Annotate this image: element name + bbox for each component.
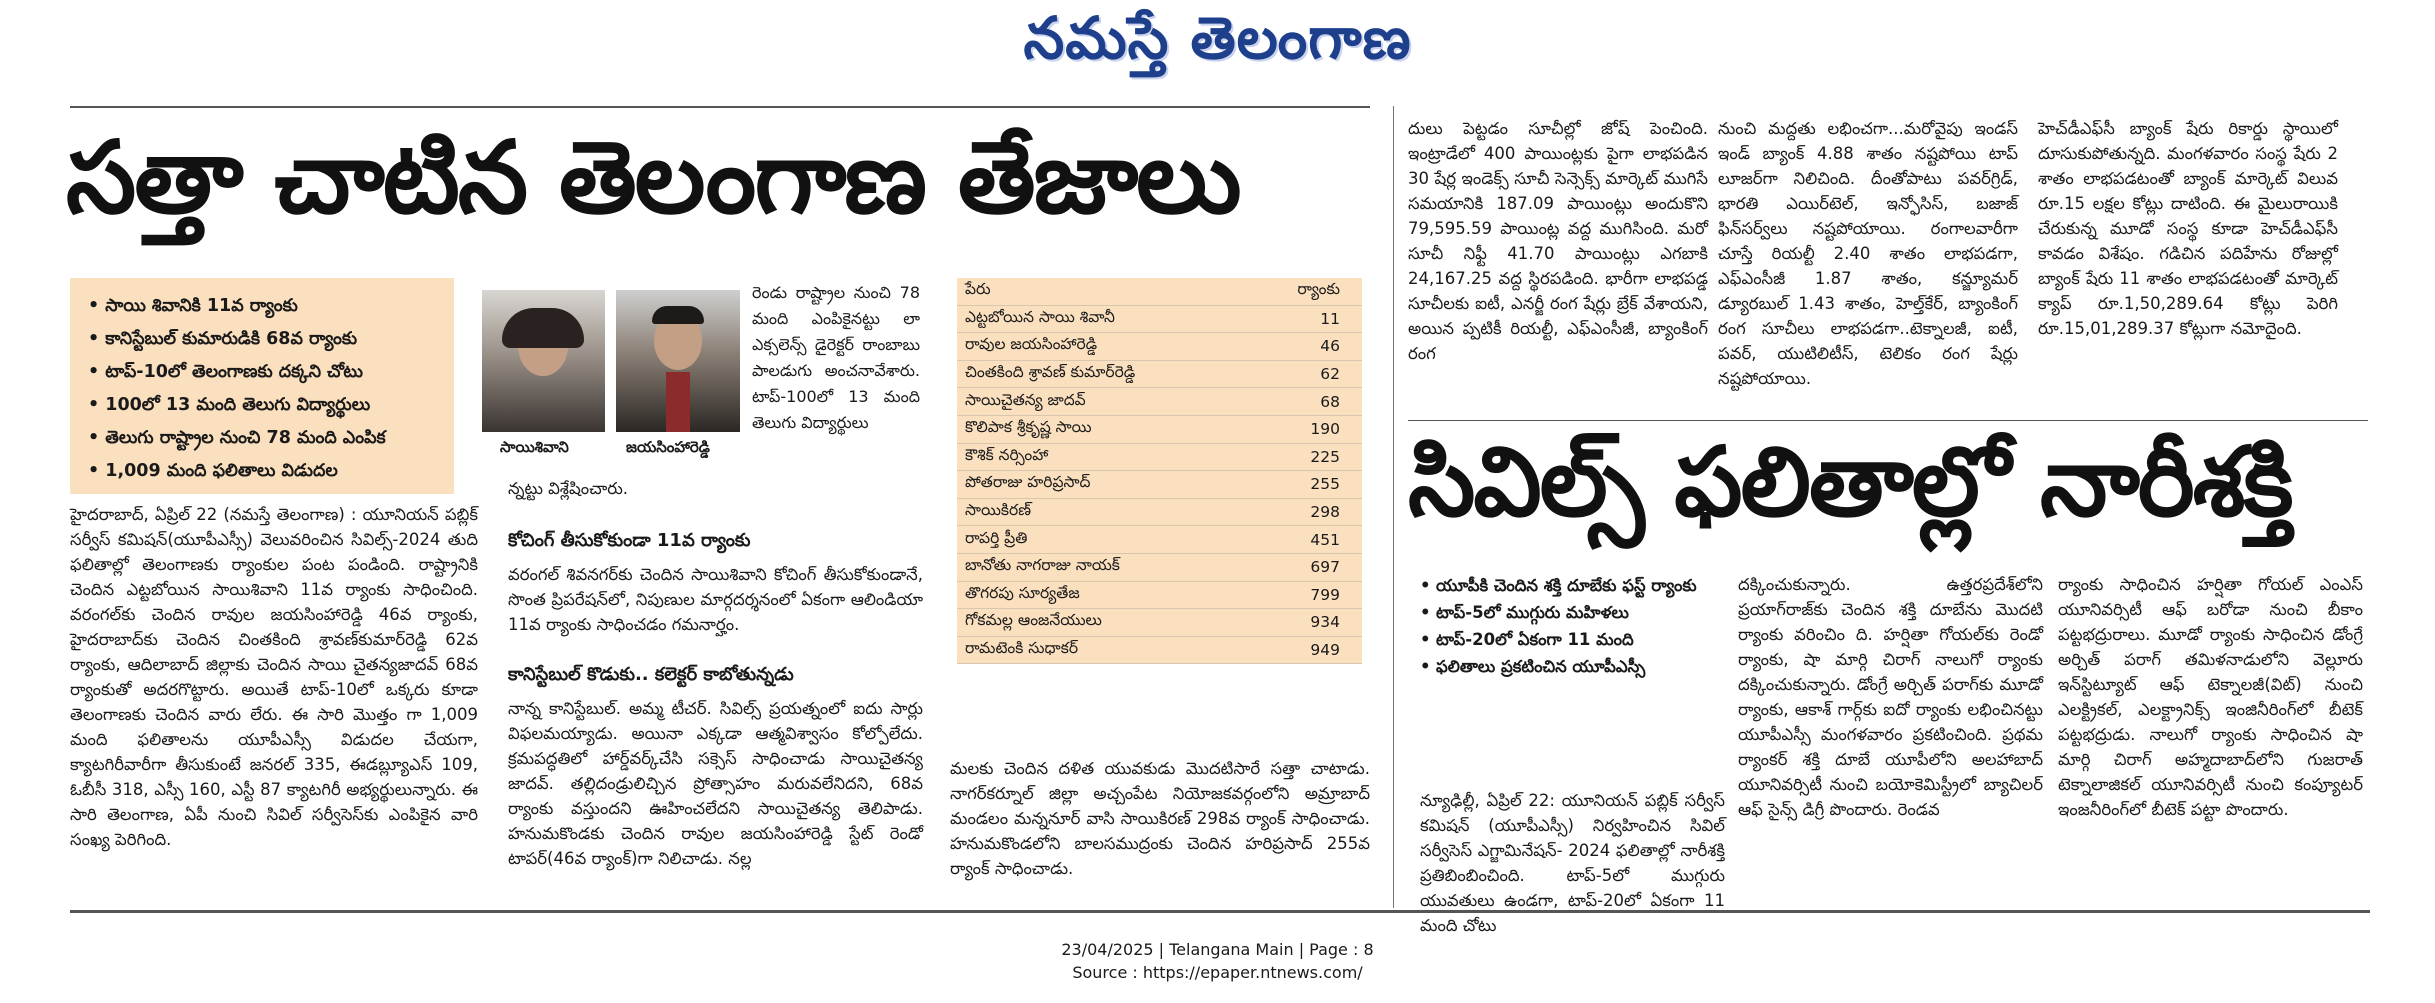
civils-highlight-text: యూపీకి చెందిన శక్తి దూబేకు ఫస్ట్ ర్యాంకు — [1436, 576, 1697, 595]
rank-table-rank: 934 — [1248, 609, 1362, 637]
table-row — [957, 553, 1362, 581]
rank-table-rank: 298 — [1248, 498, 1362, 526]
rank-table-header — [957, 278, 1362, 305]
rank-table-name: చింతకింది శ్రావణ్ కుమార్‌రెడ్డి — [957, 360, 1248, 388]
civils-col1-text: న్యూఢిల్లీ, ఏప్రిల్ 22: యూనియన్ పబ్లిక్ సర్వీస్ కమిషన్ (యూపీఎస్సీ) నిర్వహించిన సివిల్ సర్వీసెస్ ఎగ్జామినేషన్- 2024 ఫలితాల్లో నారీశక్తి ప్రతిబింబించింది. టాప్-5లో ముగ్గురు యువతులు ఉండగా, టాప్-20లో ఏకంగా 11 మంది చోటు — [1420, 791, 1725, 935]
rank-table-rank: 799 — [1248, 581, 1362, 609]
bullet-icon: • — [1420, 657, 1431, 676]
bullet-icon: • — [1420, 630, 1431, 649]
rank-table-name: రావుల జయసింహారెడ్డి — [957, 333, 1248, 361]
table-row — [957, 333, 1362, 361]
main-headline: సత్తా చాటిన తెలంగాణ తేజాలు — [66, 119, 1240, 236]
market-col2: నుంచి మద్దతు లభించగా...మరోవైపు ఇండస్ ఇండ్ బ్యాంక్ 4.88 శాతం నష్టపోయి టాప్ లూజర్‌గా నిలిచింది. దీంతోపాటు పవర్‌గ్రిడ్, భారతి ఎయిర్‌టెల్, ఇన్ఫోసిస్, బజాజ్ ఫిన్‌సర్వ్‌లు నష్టపోయాయి. రంగాలవారీగా చూస్తే రియల్టీ 2.40 శాతం లాభపడగా, ఎఫ్ఎంసీజీ 1.87 శాతం, కన్జ్యూమర్ డ్యూరబుల్ 1.43 శాతం, హెల్త్‌కేర్, బ్యాంకింగ్ రంగ సూచీలు లాభపడగా..టెక్నాలజీ, ఐటీ, పవర్, యుటిలిటీస్, టెలికం రంగ షేర్లు నష్టపోయాయి. — [1718, 119, 2018, 388]
rank-table-name: ఎట్టబోయిన సాయి శివానీ — [957, 305, 1248, 333]
rank-table-name: గోకమల్ల ఆంజనేయులు — [957, 609, 1248, 637]
footer — [0, 938, 2435, 984]
civils-highlight-text: ఫలితాలు ప్రకటించిన యూపీఎస్సీ — [1436, 657, 1646, 676]
table-row — [957, 388, 1362, 416]
civils-highlight-item — [1420, 599, 1740, 626]
highlight-item: • సాయి శివానికి 11వ ర్యాంకు — [88, 290, 454, 323]
highlight-item: • 100లో 13 మంది తెలుగు విద్యార్థులు — [88, 389, 454, 422]
civils-highlight-item — [1420, 572, 1740, 599]
civils-col3-text: ర్యాంకు సాధించిన హర్షితా గోయల్ ఎంఎస్ యూనివర్సిటీ ఆఫ్ బరోడా నుంచి బీకాం పట్టభద్రురాలు. మూడో ర్యాంకు సాధించిన డోంగ్రే అర్చిత్ పరాగ్ తమిళనాడులోని వెల్లూరు ఇన్‌స్టిట్యూట్ ఆఫ్ టెక్నాలజీ(విట్) నుంచి ఎలక్ట్రికల్, ఎలక్ట్రానిక్స్ ఇంజినీరింగ్‌లో బీటెక్ పట్టభద్రుడు. నాలుగో ర్యాంకు సాధించిన షా మార్గి చిరాగ్ అహ్మదాబాద్‌లోని గుజరాత్ టెక్నాలాజికల్ యూనివర్సిటీ నుంచి కంప్యూటర్ ఇంజనీరింగ్‌లో బీటెక్ పట్టా పొందారు. — [2058, 575, 2363, 819]
rank-table-name: రాపర్తి ప్రీతి — [957, 526, 1248, 554]
top-rule-left — [70, 106, 1370, 108]
rank-table-rank: 11 — [1248, 305, 1362, 333]
footer-date-line: 23/04/2025 | Telangana Main | Page : 8 — [1061, 940, 1374, 959]
table-row — [957, 415, 1362, 443]
photo-jayasimhareddy — [616, 290, 740, 432]
subheading-constable-body: నాన్న కానిస్టేబుల్. అమ్మ టీచర్. సివిల్స్ ప్రయత్నంలో ఐదు సార్లు విఫలమయ్యాడు. అయినా ఎక్కడా ఆత్మవిశ్వాసం కోల్పోలేదు. క్రమపద్ధతిలో హార్డ్‌వర్క్‌చేసి సక్సెస్ సాధించాడు సాయిచైతన్య జాదవ్. తల్లిదండ్రులిచ్చిన ప్రోత్సాహం మరువలేనిదని, 68వ ర్యాంకు వస్తుందని ఊహించలేదని సాయిచైతన్య తెలిపాడు. హనుమకొండకు చెందిన రావుల జయసింహారెడ్డి స్టేట్ రెండో టాపర్(46వ ర్యాంక్)గా నిలిచాడు. నల్ల — [508, 699, 923, 868]
highlight-item: • 1,009 మంది ఫలితాలు విడుదల — [88, 455, 454, 488]
table-row — [957, 636, 1362, 664]
col2-top-text: రెండు రాష్ట్రాల నుంచి 78 మంది ఎంపికైనట్టు లా ఎక్సలెన్స్ డైరెక్టర్ రాంబాబు పాలడుగు అంచనావేశారు. టాప్-100లో 13 మంది తెలుగు విద్యార్థులు — [752, 283, 920, 432]
rank-table-header-rank: ర్యాంకు — [1248, 278, 1362, 305]
column-divider-main — [1393, 106, 1394, 908]
rank-table-name: కౌశిక్ నర్సింహా — [957, 443, 1248, 471]
rank-table-name: కొలిపాక శ్రీకృష్ణ సాయి — [957, 415, 1248, 443]
rank-table-rank: 255 — [1248, 471, 1362, 499]
col3-bottom-text: మలకు చెందిన దళిత యువకుడు మొదటిసారే సత్తా చాటాడు. నాగర్‌కర్నూల్ జిల్లా అచ్చంపేట నియోజకవర్గంలోని అమ్రాబాద్ మండలం మన్ననూర్ వాసి సాయికిరణ్ 298వ ర్యాంక్ సాధించాడు. హనుమకొండలోని బాలసముద్రంకు చెందిన హరిప్రసాద్ 255వ ర్యాంక్ సాధించాడు. — [950, 759, 1370, 878]
subheading-coaching: కోచింగ్ తీసుకోకుండా 11వ ర్యాంకు — [508, 530, 751, 551]
market-col3: హెచ్‌డీఎఫ్‌సీ బ్యాంక్ షేరు రికార్డు స్థాయిలో దూసుకుపోతున్నది. మంగళవారం సంస్థ షేరు 2 శాతం లాభపడటంతో బ్యాంక్ మార్కెట్ విలువ రూ.15 లక్షల కోట్లు దాటింది. ఈ మైలురాయికి చేరుకున్న మూడో సంస్థ కూడా హెచ్‌డీఎఫ్‌సీ కావడం విశేషం. గడిచిన పదిహేను రోజుల్లో బ్యాంక్ షేరు 11 శాతం లాభపడటంతో మార్కెట్ క్యాప్ రూ.1,50,289.64 కోట్లు పెరిగి రూ.15,01,289.37 కోట్లుగా నమోదైంది. — [2038, 119, 2338, 338]
rank-table — [957, 278, 1362, 664]
civils-highlights-list — [1420, 572, 1740, 680]
rank-table-rank: 62 — [1248, 360, 1362, 388]
market-col1: దులు పెట్టడం సూచీల్లో జోష్ పెంచింది. ఇంట్రాడేలో 400 పాయింట్లకు పైగా లాభపడిన 30 షేర్ల ఇండెక్స్ సూచీ సెన్సెక్స్ మార్కెట్ ముగిసే సమయానికి 187.09 పాయింట్లు అందుకొని 79,595.59 పాయింట్ల వద్ద ముగిసింది. మరో సూచీ నిఫ్టీ 41.70 పాయింట్లు ఎగబాకి 24,167.25 వద్ద స్థిరపడింది. భారీగా లాభపడ్డ సూచీలకు ఐటీ, ఎనర్జీ రంగ షేర్లు బ్రేక్ వేశాయని, అయిన ప్పటికీ రియల్టీ, ఎఫ్ఎంసీజీ, బ్యాంకింగ్ రంగ — [1408, 119, 1708, 363]
civils-headline: సివిల్స్ ఫలితాల్లో నారీశక్తి — [1408, 426, 2292, 538]
rank-table-rank: 697 — [1248, 553, 1362, 581]
table-row — [957, 443, 1362, 471]
rank-table-name: సాయిచైతన్య జాదవ్ — [957, 388, 1248, 416]
civils-col2-text: దక్కించుకున్నారు. ఉత్తరప్రదేశ్‌లోని ప్రయాగ్‌రాజ్‌కు చెందిన శక్తి దూబేను మొదటి ర్యాంకు వరించిం ది. హర్షితా గోయల్‌కు రెండో ర్యాంకు, షా మార్గి చిరాగ్ నాలుగో ర్యాంకు దక్కించుకున్నారు. డోంగ్రే అర్చిత్ పరాగ్‌కు మూడో ర్యాంకు, ఆకాశ్ గార్గ్‌కు ఐదో ర్యాంకు లభించినట్టు యూపీఎస్సీ మంగళవారం ప్రకటించింది. ప్రథమ ర్యాంకర్ శక్తి దూబే యూపీలోని అలహాబాద్ యూనివర్సిటీ నుంచి బయోకెమిస్ట్రీలో బ్యాచిలర్ ఆఫ్ సైన్స్ డిగ్రీ పొందారు. రెండవ — [1738, 575, 2043, 819]
highlights-list — [70, 290, 454, 488]
rank-table-rank: 68 — [1248, 388, 1362, 416]
subheading-coaching-body: వరంగల్ శివనగర్‌కు చెందిన సాయిశివాని కోచింగ్ తీసుకోకుండానే, సొంత ప్రిపరేషన్‌లో, నిపుణుల మార్గదర్శనంలో ఏకంగా ఆలిండియా 11వ ర్యాంకు సాధించడం గమనార్హం. — [508, 565, 923, 634]
market-bottom-rule — [1408, 420, 2368, 421]
rank-table-rank: 190 — [1248, 415, 1362, 443]
table-row — [957, 609, 1362, 637]
bottom-rule — [70, 910, 2370, 913]
table-row — [957, 498, 1362, 526]
rank-table-rank: 225 — [1248, 443, 1362, 471]
civils-highlight-item — [1420, 626, 1740, 653]
rank-table-name: పోతరాజు హరిప్రసాద్ — [957, 471, 1248, 499]
col2-top-tail: న్నట్టు విశ్లేషించారు. — [508, 479, 629, 498]
highlight-item: • తెలుగు రాష్ట్రాల నుంచి 78 మంది ఎంపిక — [88, 422, 454, 455]
highlight-item: • టాప్-10లో తెలంగాణకు దక్కని చోటు — [88, 356, 454, 389]
civils-highlight-text: టాప్-5లో ముగ్గురు మహిళలు — [1436, 603, 1629, 622]
photo-caption-2: జయసింహారెడ్డి — [626, 438, 710, 456]
rank-table-rank: 451 — [1248, 526, 1362, 554]
table-row — [957, 526, 1362, 554]
table-row — [957, 360, 1362, 388]
rank-table-name: రామటెంకి సుధాకర్ — [957, 636, 1248, 664]
rank-table-rank: 46 — [1248, 333, 1362, 361]
rank-table-rank: 949 — [1248, 636, 1362, 664]
masthead-logo: నమస్తే తెలంగాణ — [1023, 4, 1412, 72]
subheading-constable: కానిస్టేబుల్ కొడుకు.. కలెక్టర్ కాబోతున్నడు — [508, 664, 794, 685]
table-row — [957, 471, 1362, 499]
table-row — [957, 305, 1362, 333]
photo-caption-1: సాయిశివాని — [500, 438, 569, 456]
civils-highlights — [1420, 572, 1740, 680]
table-row — [957, 581, 1362, 609]
civils-highlight-item — [1420, 653, 1740, 680]
rank-table-name: తొగరపు సూర్యతేజ — [957, 581, 1248, 609]
bullet-icon: • — [1420, 576, 1431, 595]
footer-source-link[interactable]: Source : https://epaper.ntnews.com/ — [1072, 963, 1363, 982]
col1-body: హైదరాబాద్, ఏప్రిల్ 22 (నమస్తే తెలంగాణ) : యూనియన్ పబ్లిక్ సర్వీస్ కమిషన్(యూపీఎస్సీ) వెలువరించిన సివిల్స్-2024 తుది ఫలితాల్లో తెలంగాణకు ర్యాంకుల పంట పండింది. రాష్ట్రానికి చెందిన ఎట్టబోయిన సాయిశివాని 11వ ర్యాంకు సాధించింది. వరంగల్‌కు చెందిన రావుల జయసింహారెడ్డి 46వ ర్యాంకు, హైదరాబాద్‌కు చెందిన చింతకింది శ్రావణ్‌కుమార్‌రెడ్డి 62వ ర్యాంకు, ఆదిలాబాద్ జిల్లాకు చెందిన సాయి చైతన్యజాదవ్ 68వ ర్యాంకుతో అదరగొట్టారు. అయితే టాప్-10లో ఒక్కరు కూడా తెలంగాణకు చెందిన వారు లేరు. ఈ సారి మొత్తం గా 1,009 మంది ఫలితాలను యూపీఎస్సీ విడుదల చేయగా, క్యాటగిరీవారీగా తీసుకుంటే జనరల్ 335, ఈడబ్ల్యూఎస్ 109, ఓబీసీ 318, ఎస్సీ 160, ఎస్టీ 87 క్యాటగిరీ అభ్యర్థులున్నారు. ఈ సారి తెలంగాణ, ఏపీ నుంచి సివిల్ సర్వీసెస్‌కు ఎంపికైన వారి సంఖ్య పెరిగింది. — [70, 505, 478, 849]
rank-table-name: బానోతు నాగరాజు నాయక్ — [957, 553, 1248, 581]
rank-table-header-name: పేరు — [957, 278, 1248, 305]
rank-table-name: సాయికిరణ్ — [957, 498, 1248, 526]
bullet-icon: • — [1420, 603, 1431, 622]
photo-saishivani — [482, 290, 605, 432]
highlight-item: • కానిస్టేబుల్ కుమారుడికి 68వ ర్యాంకు — [88, 323, 454, 356]
civils-highlight-text: టాప్-20లో ఏకంగా 11 మంది — [1436, 630, 1634, 649]
highlights-box — [70, 278, 454, 494]
